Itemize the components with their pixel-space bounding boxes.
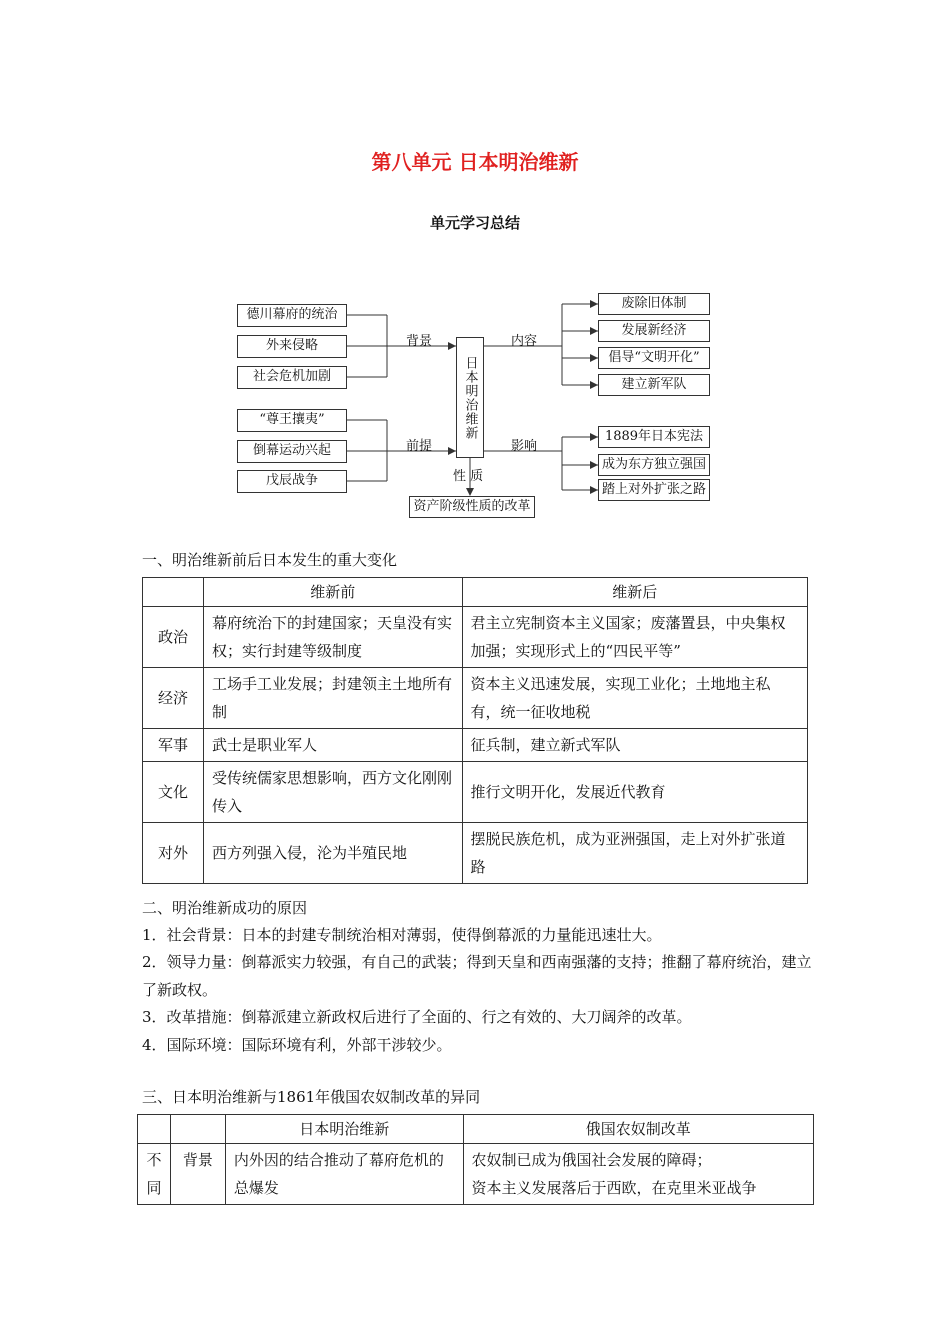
section3-heading: 三、日本明治维新与1861年俄国农奴制改革的异同 xyxy=(142,1088,481,1106)
section1-heading: 一、明治维新前后日本发生的重大变化 xyxy=(142,551,398,569)
before-cell: 幕府统治下的封建国家；天皇没有实权；实行封建等级制度 xyxy=(203,607,462,668)
table-row xyxy=(138,1144,814,1205)
nature-box: 资产阶级性质的改革 xyxy=(409,496,535,518)
impact-item: 1889年日本宪法 xyxy=(598,426,710,448)
table-row xyxy=(143,729,808,762)
background-item: 社会危机加剧 xyxy=(237,366,347,389)
table-header: 俄国农奴制改革 xyxy=(463,1115,813,1144)
premise-label: 前提 xyxy=(406,439,433,454)
center-node: 日本明治维新 xyxy=(456,337,484,458)
russia-line: 资本主义发展落后于西欧，在克里米亚战争 xyxy=(471,1179,757,1197)
table-header xyxy=(138,1115,171,1144)
row-category: 文化 xyxy=(143,762,204,823)
background-item: 德川幕府的统治 xyxy=(237,304,347,327)
table-header: 维新后 xyxy=(462,578,807,607)
content-item: 废除旧体制 xyxy=(598,293,710,315)
japan-cell: 内外因的结合推动了幕府危机的总爆发 xyxy=(225,1144,463,1205)
reason-item: 4．国际环境：国际环境有利，外部干涉较少。 xyxy=(142,1036,452,1054)
russia-cell xyxy=(463,1144,813,1205)
group-cell: 不同 xyxy=(138,1144,171,1205)
impact-label: 影响 xyxy=(511,439,538,454)
content-item: 倡导“文明开化” xyxy=(598,347,710,369)
page-subtitle: 单元学习总结 xyxy=(429,214,520,232)
content-item: 建立新军队 xyxy=(598,374,710,396)
table-row xyxy=(143,668,808,729)
table-header: 维新前 xyxy=(203,578,462,607)
impact-item: 踏上对外扩张之路 xyxy=(598,479,710,501)
before-cell: 受传统儒家思想影响，西方文化刚刚传入 xyxy=(203,762,462,823)
content-label: 内容 xyxy=(511,334,538,349)
reason-item: 3．改革措施：倒幕派建立新政权后进行了全面的、行之有效的、大刀阔斧的改革。 xyxy=(142,1008,692,1026)
reason-item: 2．领导力量：倒幕派实力较强，有自己的武装；得到天皇和西南强藩的支持；推翻了幕府统治，建立了新政权。 xyxy=(142,953,812,999)
table-row xyxy=(143,762,808,823)
premise-item: 戊辰战争 xyxy=(237,470,347,493)
table-header: 日本明治维新 xyxy=(225,1115,463,1144)
table-header-row xyxy=(138,1115,814,1144)
before-cell: 西方列强入侵，沦为半殖民地 xyxy=(203,823,462,884)
table-row xyxy=(143,823,808,884)
premise-item: “尊王攘夷” xyxy=(237,409,347,432)
after-cell: 资本主义迅速发展，实现工业化；土地地主私有，统一征收地税 xyxy=(462,668,807,729)
content-item: 发展新经济 xyxy=(598,320,710,342)
row-category: 军事 xyxy=(143,729,204,762)
table-header xyxy=(170,1115,225,1144)
impact-item: 成为东方独立强国 xyxy=(598,454,710,476)
row-category: 背景 xyxy=(170,1144,225,1205)
row-category: 政治 xyxy=(143,607,204,668)
after-cell: 摆脱民族危机，成为亚洲强国，走上对外扩张道路 xyxy=(462,823,807,884)
russia-line: 农奴制已成为俄国社会发展的障碍； xyxy=(471,1151,712,1169)
before-cell: 工场手工业发展；封建领主土地所有制 xyxy=(203,668,462,729)
before-cell: 武士是职业军人 xyxy=(203,729,462,762)
row-category: 经济 xyxy=(143,668,204,729)
table-row xyxy=(143,607,808,668)
reason-item: 1．社会背景：日本的封建专制统治相对薄弱，使得倒幕派的力量能迅速壮大。 xyxy=(142,926,662,944)
nature-label: 性 质 xyxy=(453,469,484,484)
comparison-table xyxy=(137,1114,814,1205)
premise-item: 倒幕运动兴起 xyxy=(237,440,347,463)
background-label: 背景 xyxy=(406,334,433,349)
table-header-row xyxy=(143,578,808,607)
after-cell: 推行文明开化，发展近代教育 xyxy=(462,762,807,823)
page-title: 第八单元 日本明治维新 xyxy=(371,150,579,174)
section2-heading: 二、明治维新成功的原因 xyxy=(142,899,308,917)
background-item: 外来侵略 xyxy=(237,335,347,358)
after-cell: 征兵制，建立新式军队 xyxy=(462,729,807,762)
after-cell: 君主立宪制资本主义国家；废藩置县，中央集权加强；实现形式上的“四民平等” xyxy=(462,607,807,668)
row-category: 对外 xyxy=(143,823,204,884)
table-header xyxy=(143,578,204,607)
changes-table xyxy=(142,577,808,884)
